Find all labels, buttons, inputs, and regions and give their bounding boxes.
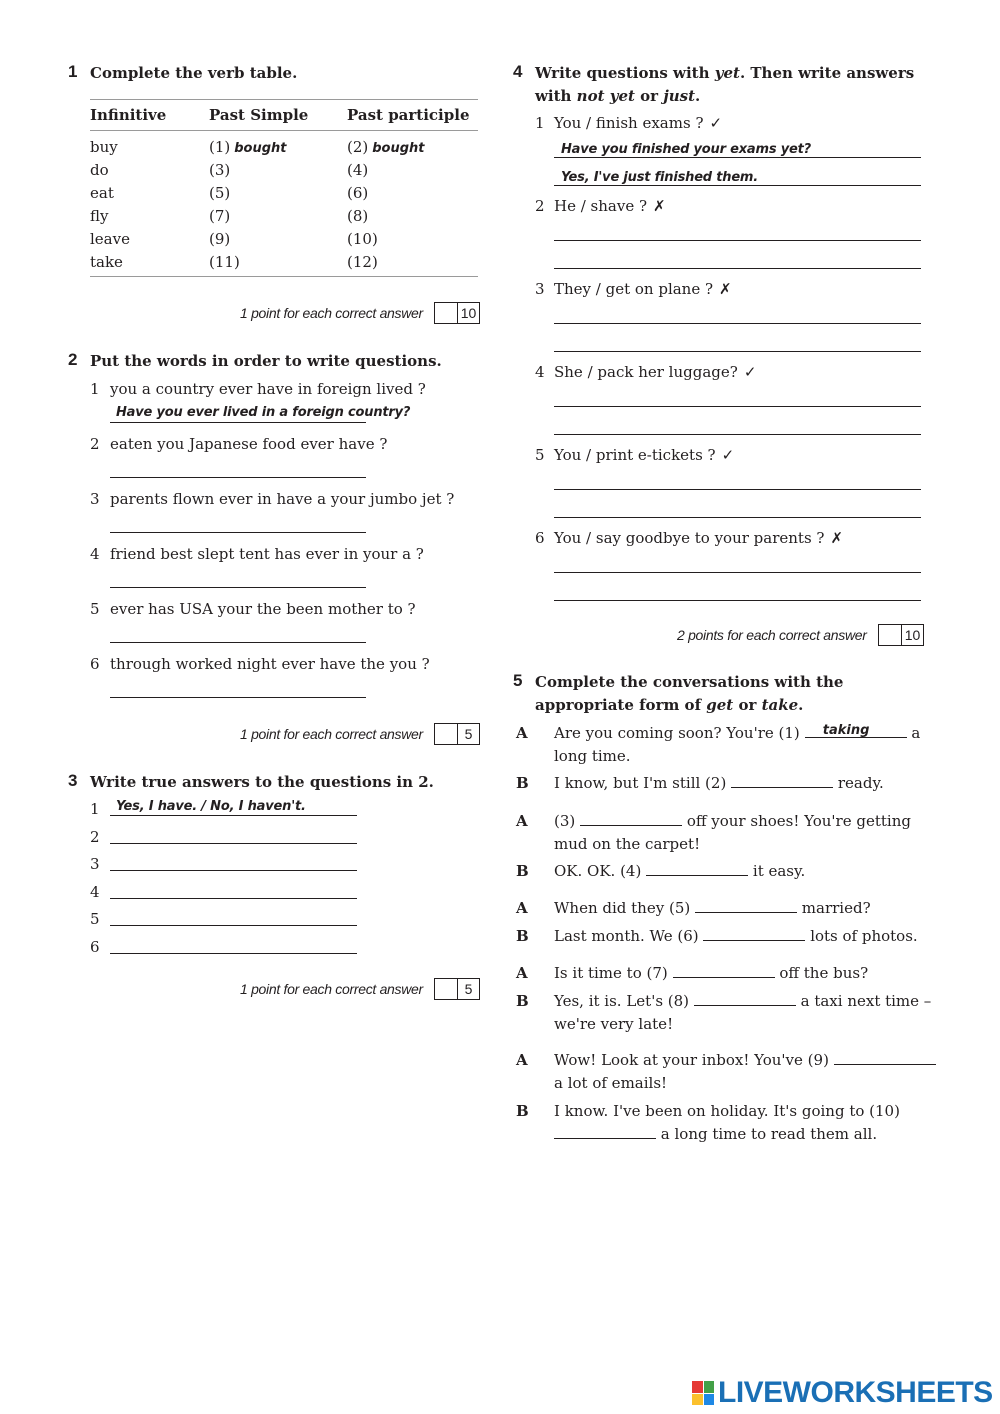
line-text-before: (3) xyxy=(554,812,576,830)
answer-line[interactable] xyxy=(110,422,366,423)
verb-infinitive: eat xyxy=(90,184,114,202)
exercise-3-heading: Write true answers to the questions in 2. xyxy=(90,773,434,791)
question-number: 4 xyxy=(90,545,100,563)
speaker-label: B xyxy=(516,927,529,945)
question-number: 5 xyxy=(535,446,545,464)
verb-infinitive: take xyxy=(90,253,123,271)
score-blank[interactable] xyxy=(435,979,458,999)
answer-line[interactable] xyxy=(110,898,357,899)
past-simple-number: (9) xyxy=(209,230,231,248)
conversation-line xyxy=(516,722,939,768)
question-prompt xyxy=(554,195,666,218)
scrambled-words: you a country ever have in foreign lived ? xyxy=(110,380,426,398)
gap-fill-blank[interactable] xyxy=(834,1050,936,1065)
past-participle-number: (12) xyxy=(347,253,378,271)
past-participle-cell[interactable] xyxy=(347,159,372,183)
prompt-text: They / get on plane ? xyxy=(554,280,714,298)
line-text-before: I know, but I'm still (2) xyxy=(554,774,727,792)
logo-mark-icon xyxy=(692,1381,714,1405)
past-simple-number: (3) xyxy=(209,161,231,179)
line-text-before: I know. I've been on holiday. It's going to (10) xyxy=(554,1102,900,1120)
line-text-after: a taxi next time – we're very late! xyxy=(554,992,932,1033)
question-answer-line[interactable] xyxy=(554,572,921,573)
speaker-label: A xyxy=(516,899,528,917)
question-prompt xyxy=(554,278,732,301)
check-mark-icon: ✓ xyxy=(721,446,735,464)
past-simple-number: (7) xyxy=(209,207,231,225)
verb-infinitive: fly xyxy=(90,207,109,225)
score-total: 5 xyxy=(464,981,473,997)
short-answer-line[interactable] xyxy=(554,600,921,601)
logo-square-green xyxy=(704,1381,715,1393)
answer-line[interactable] xyxy=(110,953,357,954)
answer-line[interactable] xyxy=(110,477,366,478)
question-answer-line[interactable] xyxy=(554,406,921,407)
col-header-past-participle: Past participle xyxy=(347,106,470,124)
score-total: 10 xyxy=(460,305,477,321)
conversation-line xyxy=(516,962,939,985)
col-header-past-simple: Past Simple xyxy=(209,106,309,124)
answer-line[interactable] xyxy=(110,697,366,698)
question-number: 5 xyxy=(90,600,100,618)
exercise-2-heading: Put the words in order to write questions. xyxy=(90,352,442,370)
past-participle-number: (6) xyxy=(347,184,369,202)
conversation-line xyxy=(516,772,939,795)
conversation-line xyxy=(516,860,939,883)
past-simple-cell[interactable] xyxy=(209,228,234,252)
line-text-before: Yes, it is. Let's (8) xyxy=(554,992,690,1010)
past-participle-cell[interactable] xyxy=(347,136,425,160)
past-participle-answer[interactable]: bought xyxy=(372,141,425,156)
past-simple-answer[interactable]: bought xyxy=(234,141,287,156)
past-simple-cell[interactable] xyxy=(209,159,234,183)
answer-number: 3 xyxy=(90,855,100,873)
past-participle-cell[interactable] xyxy=(347,228,382,252)
gap-fill-blank[interactable] xyxy=(673,963,775,978)
conversation-line xyxy=(516,990,939,1036)
line-text-before: When did they (5) xyxy=(554,899,691,917)
scrambled-words: eaten you Japanese food ever have ? xyxy=(110,435,388,453)
past-simple-cell[interactable] xyxy=(209,205,234,229)
question-number: 6 xyxy=(535,529,545,547)
conversation-line xyxy=(516,810,939,856)
exercise-4-score-box[interactable] xyxy=(878,624,924,646)
speaker-label: B xyxy=(516,774,529,792)
cross-mark-icon: ✗ xyxy=(653,197,666,215)
gap-fill-blank[interactable] xyxy=(703,926,805,941)
logo-square-yellow xyxy=(692,1394,703,1406)
answer-line[interactable] xyxy=(110,532,366,533)
line-text-after: it easy. xyxy=(752,862,806,880)
cross-mark-icon: ✗ xyxy=(830,529,844,547)
past-participle-cell[interactable] xyxy=(347,205,372,229)
exercise-1-heading: Complete the verb table. xyxy=(90,64,298,82)
answer-line[interactable] xyxy=(110,587,366,588)
speaker-label: A xyxy=(516,1051,528,1069)
past-simple-cell[interactable] xyxy=(209,251,244,275)
scrambled-words: through worked night ever have the you ? xyxy=(110,655,430,673)
question-number: 4 xyxy=(535,363,545,381)
past-participle-number: (2) xyxy=(347,138,369,156)
line-text-after: a lot of emails! xyxy=(554,1074,668,1092)
line-text-before: Are you coming soon? You're (1) xyxy=(554,724,800,742)
question-prompt xyxy=(554,361,756,384)
question-number: 3 xyxy=(90,490,100,508)
question-answer-line[interactable] xyxy=(554,157,921,158)
logo-text: LIVEWORKSHEETS xyxy=(718,1376,993,1409)
question-number: 6 xyxy=(90,655,100,673)
answer-number: 2 xyxy=(90,827,100,846)
question-number: 3 xyxy=(535,280,545,298)
line-text-after: off your shoes! You're getting mud on the carpet! xyxy=(554,812,911,853)
logo-square-red xyxy=(692,1381,703,1393)
check-mark-icon: ✓ xyxy=(743,363,757,381)
check-mark-icon: ✓ xyxy=(709,114,723,132)
cross-mark-icon: ✗ xyxy=(719,280,732,298)
past-participle-number: (10) xyxy=(347,230,378,248)
gap-fill-blank[interactable] xyxy=(694,991,796,1006)
answer-line[interactable] xyxy=(110,870,357,871)
col-header-infinitive: Infinitive xyxy=(90,106,167,124)
question-answer-line[interactable] xyxy=(554,489,921,490)
short-answer-text[interactable]: Yes, I've just finished them. xyxy=(561,170,759,185)
verb-infinitive: do xyxy=(90,161,109,179)
prompt-text: He / shave ? xyxy=(554,197,648,215)
score-blank[interactable] xyxy=(435,303,458,323)
answer-line[interactable] xyxy=(110,843,357,844)
scrambled-words: friend best slept tent has ever in your a ? xyxy=(110,545,424,563)
line-text-before: Wow! Look at your inbox! You've (9) xyxy=(554,1051,829,1069)
past-participle-number: (8) xyxy=(347,207,369,225)
table-bottom-rule xyxy=(90,276,478,277)
exercise-2-points: 1 point for each correct answer xyxy=(240,726,423,742)
question-number: 1 xyxy=(90,380,100,398)
exercise-3-score-box[interactable] xyxy=(434,978,480,1000)
prompt-text: You / print e-tickets ? xyxy=(554,446,716,464)
past-participle-number: (4) xyxy=(347,161,369,179)
exercise-3-number: 3 xyxy=(68,771,78,790)
short-answer-line[interactable] xyxy=(554,434,921,435)
line-text-after: a long time. xyxy=(554,724,921,765)
exercise-2-score-box[interactable] xyxy=(434,723,480,745)
question-number: 2 xyxy=(535,197,545,215)
table-header-rule xyxy=(90,130,478,131)
past-simple-number: (1) xyxy=(209,138,231,156)
score-total: 5 xyxy=(464,726,473,742)
speaker-label: B xyxy=(516,862,529,880)
gap-fill-answer[interactable]: taking xyxy=(822,723,870,738)
gap-fill-blank[interactable] xyxy=(646,861,748,876)
exercise-1-score-box[interactable] xyxy=(434,302,480,324)
gap-fill-blank[interactable] xyxy=(554,1124,656,1139)
exercise-4-number: 4 xyxy=(513,62,523,81)
verb-infinitive: leave xyxy=(90,230,130,248)
line-text-after: off the bus? xyxy=(779,964,869,982)
exercise-4-points: 2 points for each correct answer xyxy=(677,627,867,643)
exercise-1-points: 1 point for each correct answer xyxy=(240,305,423,321)
short-answer-line[interactable] xyxy=(554,351,921,352)
verb-infinitive: buy xyxy=(90,138,118,156)
line-text-before: Is it time to (7) xyxy=(554,964,668,982)
past-simple-cell[interactable] xyxy=(209,136,287,160)
gap-fill-blank[interactable] xyxy=(731,773,833,788)
speaker-label: B xyxy=(516,992,529,1010)
scrambled-words: ever has USA your the been mother to ? xyxy=(110,600,416,618)
conversation-line xyxy=(516,897,939,920)
question-answer-line[interactable] xyxy=(554,323,921,324)
past-simple-number: (5) xyxy=(209,184,231,202)
answer-line[interactable] xyxy=(110,642,366,643)
question-answer-line[interactable] xyxy=(554,240,921,241)
question-prompt xyxy=(554,444,734,467)
exercise-5-heading: Complete the conversations with the appropriate form of get or take. xyxy=(535,673,844,714)
score-total: 10 xyxy=(904,627,921,643)
exercise-5-number: 5 xyxy=(513,671,523,690)
gap-fill-blank[interactable] xyxy=(805,723,907,738)
gap-fill-blank[interactable] xyxy=(580,811,682,826)
short-answer-line[interactable] xyxy=(554,517,921,518)
question-number: 1 xyxy=(535,114,545,132)
answer-number: 4 xyxy=(90,882,100,901)
logo-square-blue xyxy=(704,1394,715,1406)
past-simple-cell[interactable] xyxy=(209,182,234,206)
speaker-label: A xyxy=(516,964,528,982)
answer-number: 5 xyxy=(90,910,100,928)
gap-fill-blank[interactable] xyxy=(695,898,797,913)
exercise-1-number: 1 xyxy=(68,62,78,81)
exercise-3-points: 1 point for each correct answer xyxy=(240,981,423,997)
conversation-line xyxy=(516,1100,939,1146)
exercise-2-number: 2 xyxy=(68,350,78,369)
conversation-line xyxy=(516,1049,939,1095)
question-answer-text[interactable]: Have you finished your exams yet? xyxy=(561,142,811,157)
liveworksheets-logo xyxy=(692,1376,993,1410)
short-answer-line[interactable] xyxy=(554,268,921,269)
question-prompt xyxy=(554,527,843,550)
answer-line[interactable] xyxy=(110,815,357,816)
prompt-text: She / pack her luggage? xyxy=(554,363,738,381)
question-number: 2 xyxy=(90,435,100,453)
past-simple-number: (11) xyxy=(209,253,240,271)
prompt-text: You / say goodbye to your parents ? xyxy=(554,529,825,547)
answer-text[interactable]: Yes, I have. / No, I haven't. xyxy=(116,799,306,814)
past-participle-cell[interactable] xyxy=(347,182,372,206)
table-top-rule xyxy=(90,99,478,100)
line-text-after: a long time to read them all. xyxy=(660,1125,878,1143)
prompt-text: You / finish exams ? xyxy=(554,114,704,132)
conversation-line xyxy=(516,925,939,948)
line-text-after: lots of photos. xyxy=(810,927,918,945)
line-text-after: ready. xyxy=(837,774,884,792)
exercise-4-heading: Write questions with yet. Then write answers with not yet or just. xyxy=(535,64,915,105)
score-blank[interactable] xyxy=(435,724,458,744)
answer-number: 6 xyxy=(90,937,100,956)
speaker-label: A xyxy=(516,724,528,742)
scrambled-words: parents flown ever in have a your jumbo jet ? xyxy=(110,490,455,508)
score-blank[interactable] xyxy=(879,625,902,645)
speaker-label: A xyxy=(516,812,528,830)
speaker-label: B xyxy=(516,1102,529,1120)
answer-number: 1 xyxy=(90,800,100,818)
line-text-before: Last month. We (6) xyxy=(554,927,699,945)
line-text-before: OK. OK. (4) xyxy=(554,862,642,880)
answer-line[interactable] xyxy=(110,925,357,926)
short-answer-line[interactable] xyxy=(554,185,921,186)
past-participle-cell[interactable] xyxy=(347,251,382,275)
line-text-after: married? xyxy=(801,899,871,917)
answer-text[interactable]: Have you ever lived in a foreign country? xyxy=(116,405,411,420)
question-prompt xyxy=(554,112,722,135)
